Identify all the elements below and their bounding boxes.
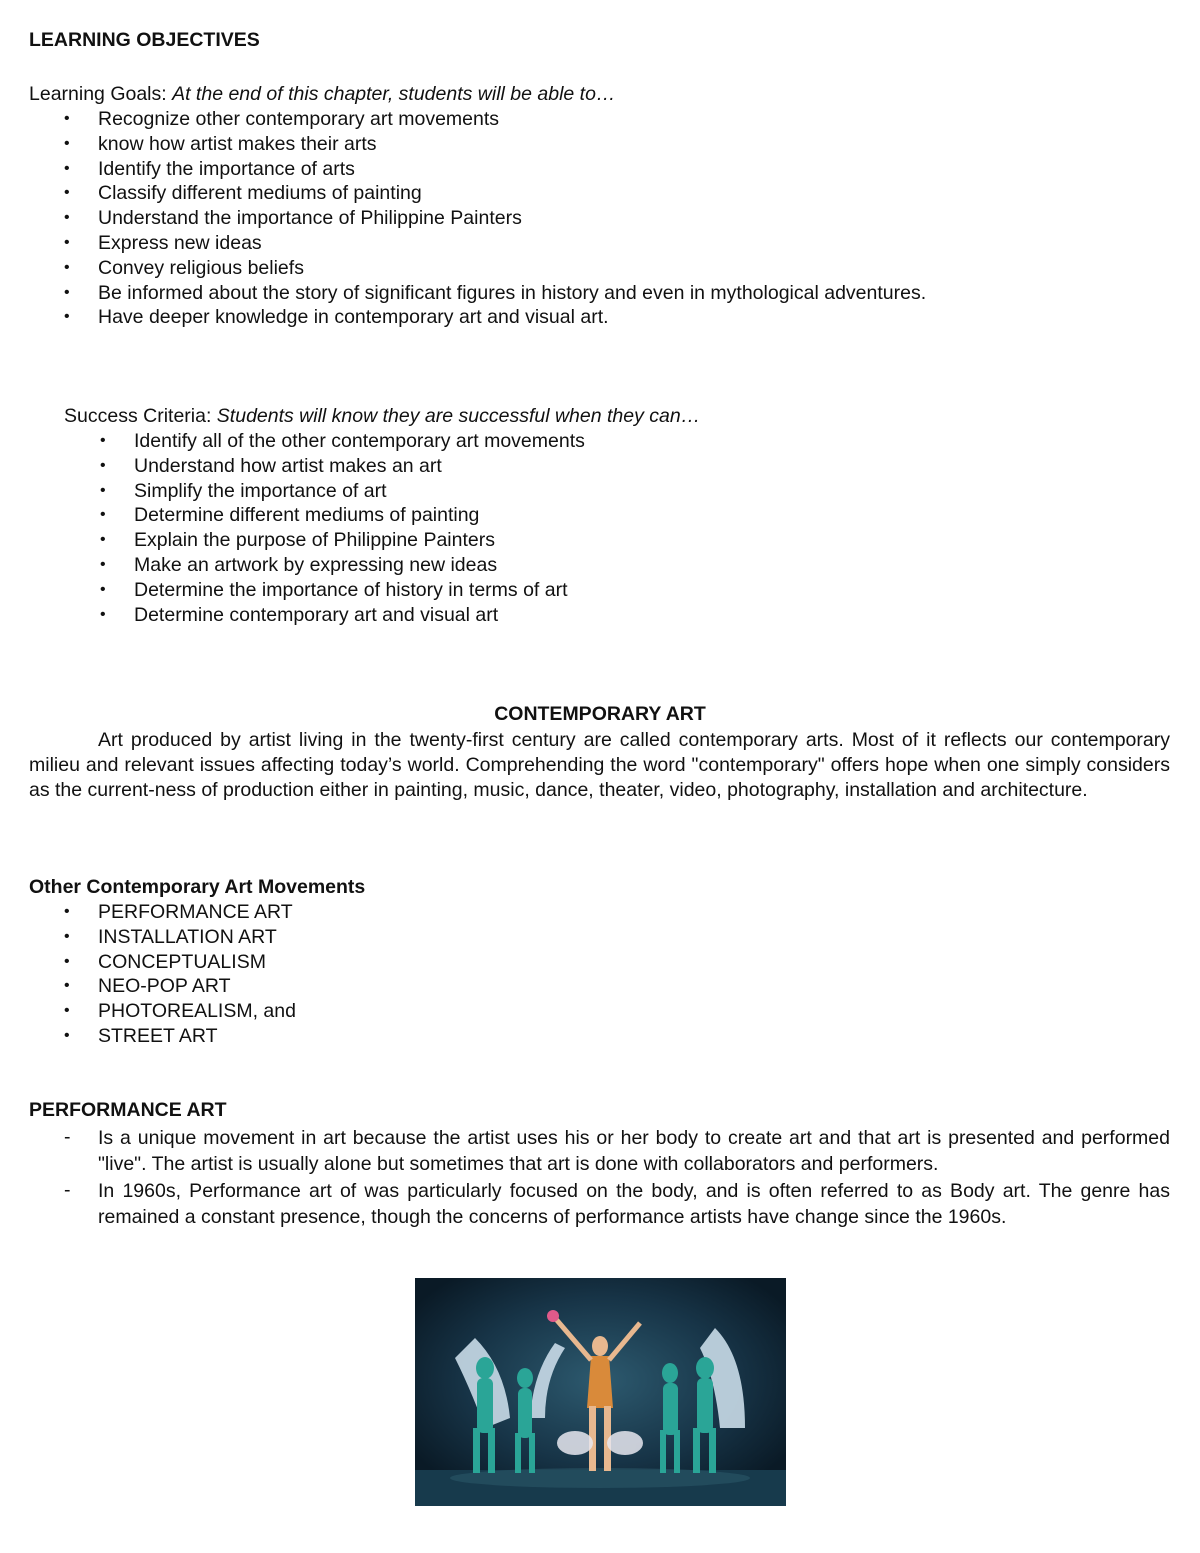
list-item: • PERFORMANCE ART bbox=[64, 901, 293, 923]
performance-point: In 1960s, Performance art of was particularly focused on the body, and is often referred to as Body art. The genre has remained a constant presence, though the concerns of performance artists have change since the 1960s. bbox=[98, 1180, 1170, 1228]
bullet-icon: • bbox=[64, 258, 70, 276]
learning-goals-list bbox=[64, 107, 927, 330]
list-item: • Recognize other contemporary art movements bbox=[64, 108, 500, 130]
performance-heading: PERFORMANCE ART bbox=[29, 1099, 227, 1121]
bullet-icon: • bbox=[100, 605, 106, 623]
learning-goals-label: Learning Goals: bbox=[29, 83, 173, 105]
bullet-icon: • bbox=[64, 134, 70, 152]
list-item: • Determine different mediums of painting bbox=[100, 504, 480, 527]
list-item: • Determine contemporary art and visual art bbox=[100, 603, 499, 626]
learning-goals-intro: At the end of this chapter, students will be able to… bbox=[172, 83, 616, 105]
movements-heading: Other Contemporary Art Movements bbox=[29, 876, 366, 898]
bullet-icon: • bbox=[64, 977, 70, 995]
bullet-icon: • bbox=[64, 184, 70, 202]
contemporary-paragraph: Art produced by artist living in the twenty-first century are called contemporary arts. Most of it reflects our contemporary milieu and relevant issues affecting today’s world. Comprehending the word "contemporary" offers hope when one simply considers as the current-ness of production either in painting, music, dance, theater, video, photography, installation and architecture. bbox=[29, 729, 1170, 801]
success-criteria-line bbox=[64, 404, 700, 429]
list-item: • Understand the importance of Philippine Painters bbox=[64, 207, 522, 230]
list-item: • INSTALLATION ART bbox=[64, 925, 277, 948]
success-criteria-label: Success Criteria: bbox=[64, 405, 217, 427]
list-item: • PHOTOREALISM, and bbox=[64, 1000, 296, 1023]
bullet-icon: • bbox=[100, 456, 106, 474]
success-criteria-intro: Students will know they are successful when they can… bbox=[216, 405, 701, 427]
movements-list bbox=[64, 900, 296, 1049]
bullet-icon: • bbox=[64, 283, 70, 301]
bullet-icon: • bbox=[64, 903, 70, 920]
success-criteria-list bbox=[100, 429, 585, 627]
dash-icon: - bbox=[64, 1179, 71, 1201]
performance-photo bbox=[415, 1278, 786, 1506]
list-item: • Express new ideas bbox=[64, 231, 262, 254]
bullet-icon: • bbox=[64, 1026, 70, 1044]
contemporary-heading: CONTEMPORARY ART bbox=[494, 703, 706, 725]
list-item: • STREET ART bbox=[64, 1024, 218, 1047]
list-item: • Identify all of the other contemporary art movements bbox=[100, 430, 585, 452]
bullet-icon: • bbox=[64, 927, 70, 945]
objectives-heading: LEARNING OBJECTIVES bbox=[29, 29, 260, 51]
list-item: • NEO-POP ART bbox=[64, 975, 231, 998]
bullet-icon: • bbox=[64, 159, 70, 177]
list-item: • Classify different mediums of painting bbox=[64, 182, 422, 205]
list-item: • Explain the purpose of Philippine Painters bbox=[100, 529, 495, 552]
learning-goals-line bbox=[29, 82, 615, 107]
bullet-icon: • bbox=[100, 531, 106, 549]
bullet-icon: • bbox=[64, 952, 70, 970]
bullet-icon: • bbox=[100, 580, 106, 598]
performance-point: Is a unique movement in art because the artist uses his or her body to create art and that art is presented and performed "live". The artist is usually alone but sometimes that art is done with collaborators and performers. bbox=[98, 1127, 1170, 1175]
bullet-icon: • bbox=[100, 432, 106, 449]
list-item: • Understand how artist makes an art bbox=[100, 454, 442, 477]
list-item: • Be informed about the story of significant figures in history and even in mythological adventures. bbox=[64, 281, 927, 304]
performance-photo-drawing bbox=[415, 1278, 786, 1506]
bullet-icon: • bbox=[100, 481, 106, 499]
bullet-icon: • bbox=[64, 233, 70, 251]
list-item: • Convey religious beliefs bbox=[64, 256, 304, 279]
list-item: • Simplify the importance of art bbox=[100, 479, 387, 502]
bullet-icon: • bbox=[64, 308, 70, 326]
bullet-icon: • bbox=[64, 110, 70, 127]
list-item: • Determine the importance of history in terms of art bbox=[100, 578, 568, 601]
dash-icon: - bbox=[64, 1126, 71, 1148]
list-item: • Have deeper knowledge in contemporary art and visual art. bbox=[64, 306, 609, 329]
list-item: • Make an artwork by expressing new ideas bbox=[100, 553, 498, 576]
list-item: • know how artist makes their arts bbox=[64, 132, 377, 155]
list-item: • CONCEPTUALISM bbox=[64, 950, 266, 973]
bullet-icon: • bbox=[64, 1002, 70, 1020]
bullet-icon: • bbox=[100, 506, 106, 524]
bullet-icon: • bbox=[100, 555, 106, 573]
list-item: • Identify the importance of arts bbox=[64, 157, 355, 180]
bullet-icon: • bbox=[64, 209, 70, 227]
